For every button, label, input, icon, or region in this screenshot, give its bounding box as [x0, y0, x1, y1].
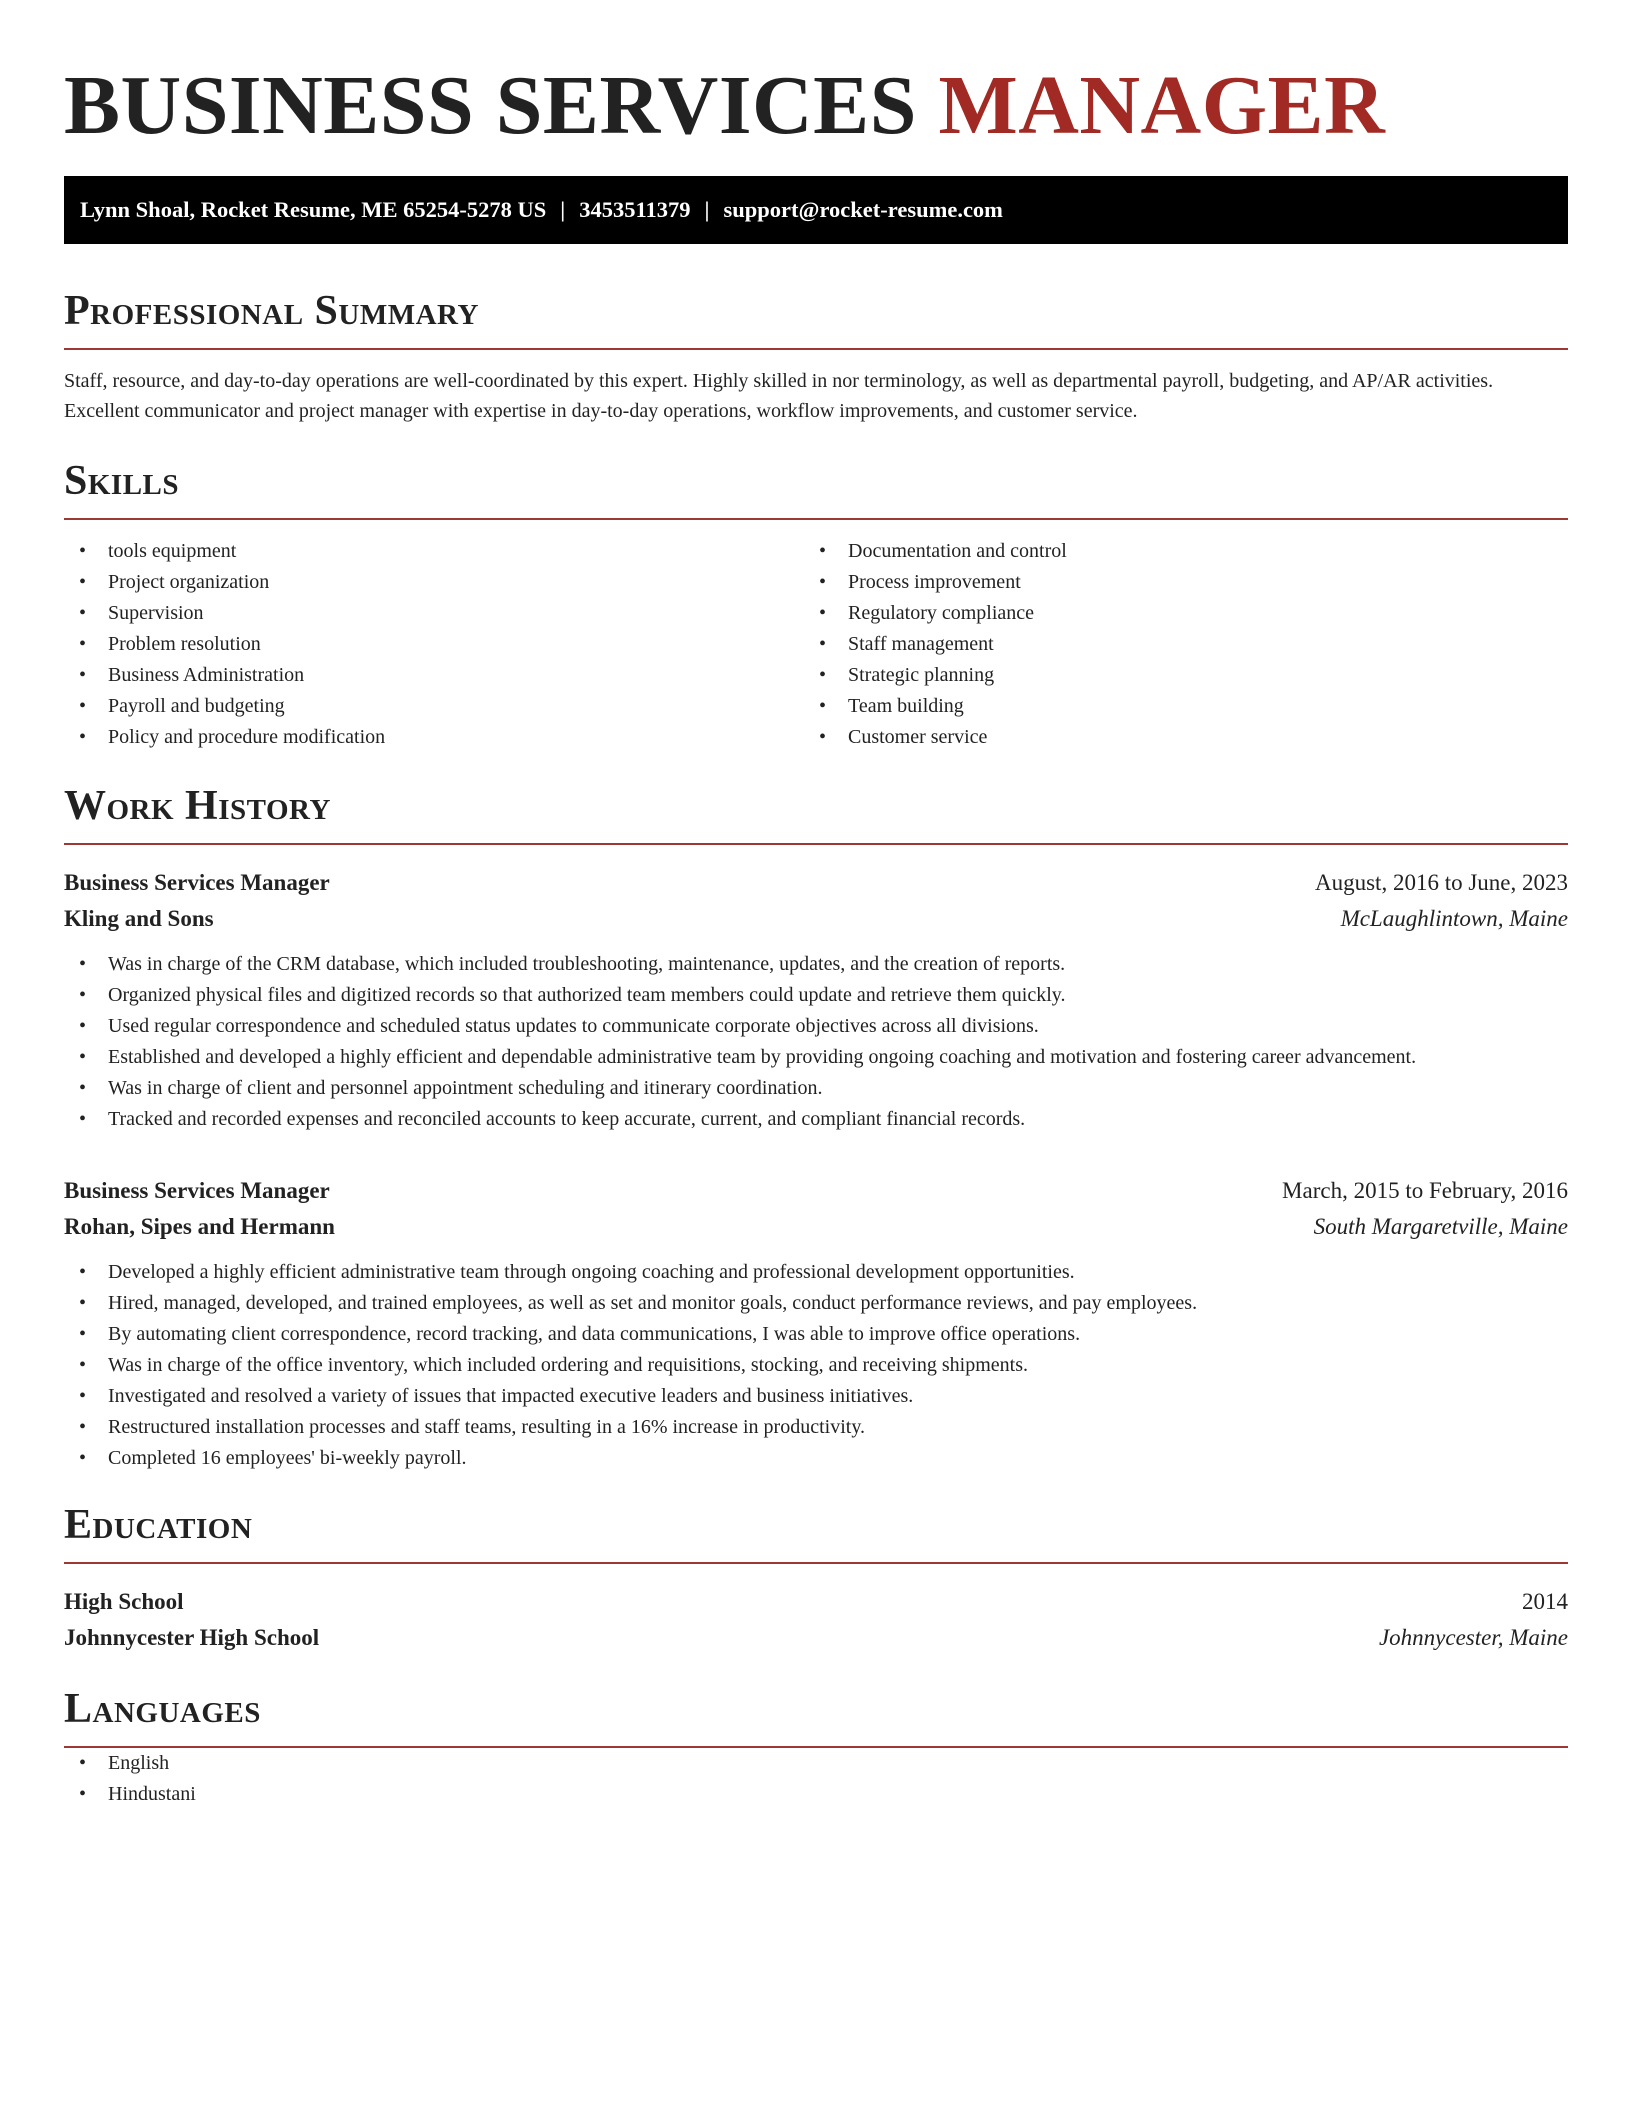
- skill-item: • Problem resolution: [64, 629, 804, 660]
- summary-section: [64, 286, 1568, 426]
- skill-item: • Team building: [804, 691, 1544, 722]
- education-entry: [64, 1584, 1568, 1656]
- job-header-row: [64, 1173, 1568, 1209]
- skills-heading: Skills: [64, 458, 180, 504]
- job-bullet: • Tracked and recorded expenses and reconciled accounts to keep accurate, current, and compliant financial records.: [64, 1104, 1568, 1135]
- job-bullet: • Developed a highly efficient administrative team through ongoing coaching and professional development opportunities.: [64, 1257, 1568, 1288]
- skill-item: • Customer service: [804, 722, 1544, 753]
- contact-phone: 3453511379: [579, 197, 691, 222]
- job-company: Kling and Sons: [64, 906, 214, 931]
- job-bullet: • Was in charge of the CRM database, which included troubleshooting, maintenance, updates, and the creation of reports.: [64, 949, 1568, 980]
- job-bullet: • Investigated and resolved a variety of issues that impacted executive leaders and business initiatives.: [64, 1381, 1568, 1412]
- job-company-row: [64, 901, 1568, 937]
- summary-heading: Professional Summary: [64, 288, 479, 334]
- summary-text: Staff, resource, and day-to-day operations are well-coordinated by this expert. Highly skilled in nor terminology, as well as departmental payroll, budgeting, and AP/AR activities. Excellent communicator and project manager with expertise in day-to-day operations, workflow improvements, and customer service.: [64, 370, 1494, 422]
- resume-page: [64, 0, 1568, 1810]
- education-location: Johnnycester, Maine: [1378, 1625, 1568, 1650]
- contact-separator: |: [704, 197, 710, 222]
- job-bullet: • Was in charge of the office inventory, which included ordering and requisitions, stocking, and receiving shipments.: [64, 1350, 1568, 1381]
- contact-separator: |: [560, 197, 566, 222]
- skills-column-right: [804, 536, 1544, 753]
- skill-item: • Staff management: [804, 629, 1544, 660]
- job-bullet: • Established and developed a highly efficient and dependable administrative team by providing ongoing coaching and motivation and fostering career advancement.: [64, 1042, 1568, 1073]
- contact-address: Lynn Shoal, Rocket Resume, ME 65254-5278 US: [80, 197, 547, 222]
- skill-item: • Regulatory compliance: [804, 598, 1544, 629]
- resume-title: [64, 56, 1568, 156]
- job-title: Business Services Manager: [64, 870, 330, 895]
- skill-item: • Documentation and control: [804, 536, 1544, 567]
- job-bullets: [64, 949, 1568, 1135]
- languages-section: [64, 1684, 1568, 1810]
- skill-item: • Process improvement: [804, 567, 1544, 598]
- contact-bar: [64, 176, 1568, 244]
- language-item: • Hindustani: [64, 1779, 1568, 1810]
- skill-item: • Strategic planning: [804, 660, 1544, 691]
- skills-grid: [64, 536, 1568, 753]
- job-title: Business Services Manager: [64, 1178, 330, 1203]
- job-bullet: • Was in charge of client and personnel appointment scheduling and itinerary coordination.: [64, 1073, 1568, 1104]
- languages-heading: Languages: [64, 1686, 261, 1732]
- language-item: • English: [64, 1748, 1568, 1779]
- work-history-section: [64, 781, 1568, 1474]
- job-location: South Margaretville, Maine: [1313, 1214, 1568, 1239]
- education-section: [64, 1500, 1568, 1656]
- skill-item: • Business Administration: [64, 660, 804, 691]
- job-bullet: • Restructured installation processes and staff teams, resulting in a 16% increase in productivity.: [64, 1412, 1568, 1443]
- job-bullets: [64, 1257, 1568, 1474]
- skills-list-left: [64, 536, 804, 753]
- job-entry: [64, 1173, 1568, 1474]
- job-bullet: • Used regular correspondence and scheduled status updates to communicate corporate objectives across all divisions.: [64, 1011, 1568, 1042]
- section-divider: [64, 1562, 1568, 1564]
- education-degree: High School: [64, 1589, 184, 1614]
- job-bullet: • By automating client correspondence, record tracking, and data communications, I was able to improve office operations.: [64, 1319, 1568, 1350]
- skills-list-right: [804, 536, 1544, 753]
- education-degree-row: [64, 1584, 1568, 1620]
- job-dates: August, 2016 to June, 2023: [1315, 870, 1568, 895]
- job-entry: [64, 865, 1568, 1135]
- title-main: BUSINESS SERVICES: [64, 59, 917, 152]
- skill-item: • tools equipment: [64, 536, 804, 567]
- contact-email: support@rocket-resume.com: [723, 197, 1003, 222]
- skill-item: • Payroll and budgeting: [64, 691, 804, 722]
- job-dates: March, 2015 to February, 2016: [1282, 1178, 1568, 1203]
- education-school-row: [64, 1620, 1568, 1656]
- education-heading: Education: [64, 1502, 253, 1548]
- job-bullet: • Organized physical files and digitized records so that authorized team members could update and retrieve them quickly.: [64, 980, 1568, 1011]
- job-bullet: • Completed 16 employees' bi-weekly payroll.: [64, 1443, 1568, 1474]
- job-company: Rohan, Sipes and Hermann: [64, 1214, 335, 1239]
- skill-item: • Project organization: [64, 567, 804, 598]
- education-year: 2014: [1522, 1589, 1568, 1614]
- job-header-row: [64, 865, 1568, 901]
- work-history-heading: Work History: [64, 783, 331, 829]
- job-bullet: • Hired, managed, developed, and trained employees, as well as set and monitor goals, conduct performance reviews, and pay employees.: [64, 1288, 1568, 1319]
- skill-item: • Policy and procedure modification: [64, 722, 804, 753]
- job-location: McLaughlintown, Maine: [1340, 906, 1568, 931]
- section-divider: [64, 843, 1568, 845]
- section-divider: [64, 518, 1568, 520]
- job-company-row: [64, 1209, 1568, 1245]
- title-accent: MANAGER: [938, 59, 1386, 152]
- section-divider: [64, 348, 1568, 350]
- languages-list: [64, 1748, 1568, 1810]
- skill-item: • Supervision: [64, 598, 804, 629]
- skills-column-left: [64, 536, 804, 753]
- education-school: Johnnycester High School: [64, 1625, 320, 1650]
- skills-section: [64, 456, 1568, 753]
